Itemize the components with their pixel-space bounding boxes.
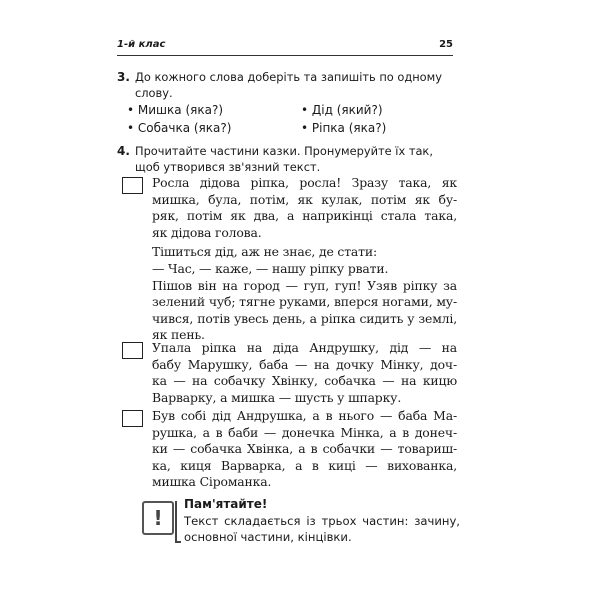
task-number: 3.: [117, 70, 130, 84]
bullet-item: • Собачка (яка?): [127, 121, 232, 135]
story-text: Упала ріпка на діда Андрушку, дід — на бабу Марушку, баба — на дочку Мінку, доч- ка — на собачку Хвінку, собачка — на кицю Варварку, а мишка — шусть у шпарку.: [152, 340, 457, 405]
page-header: [117, 39, 453, 56]
task-number: 4.: [117, 144, 130, 158]
task-instruction: До кожного слова доберіть та запишіть по одному слову.: [135, 70, 442, 100]
number-checkbox[interactable]: [122, 177, 143, 194]
bullet-item: • Ріпка (яка?): [301, 121, 387, 135]
note-bracket: [175, 501, 181, 543]
story-text: Був собі дід Андрушка, а в нього — баба Ма- рушка, а в баби — донечка Мінка, а в донеч- ки — собачка Хвінка, а в собачки — товариш- ка, киця Варварка, а в киці — вихованка, мишка Сіроманка.: [152, 408, 457, 490]
grade-label: 1-й клас: [117, 39, 166, 50]
note-body: Текст складається із трьох частин: зачину, основної частини, кінцівки.: [184, 514, 460, 544]
number-checkbox[interactable]: [122, 342, 143, 359]
task-4: [117, 143, 457, 175]
bullet-item: • Дід (який?): [301, 103, 383, 117]
page-number: 25: [439, 39, 453, 50]
task-3: [117, 69, 457, 101]
bullet-item: • Мишка (яка?): [127, 103, 223, 117]
task-instruction: Прочитайте частини казки. Пронумеруйте їх так, щоб утворився зв'язний текст.: [135, 144, 433, 174]
exclamation-icon: !: [142, 501, 174, 535]
story-text: Росла дідова ріпка, росла! Зразу така, як мишка, була, потім, як кулак, потім як бу- ряк, потім як два, а наприкінці стала така, як дідова голова. Тішиться дід, аж не знає, де стати: — Час, — каже, — нашу ріпку рвати. Пішов він на город — гуп, гуп! Узяв ріпку за зелений чуб; тягне руками, вперся ногами, му- чився, потів увесь день, а ріпка сидить у землі, як пень.: [152, 175, 457, 343]
note-title: Пам'ятайте!: [184, 497, 268, 511]
remember-note: [142, 497, 460, 549]
number-checkbox[interactable]: [122, 410, 143, 427]
